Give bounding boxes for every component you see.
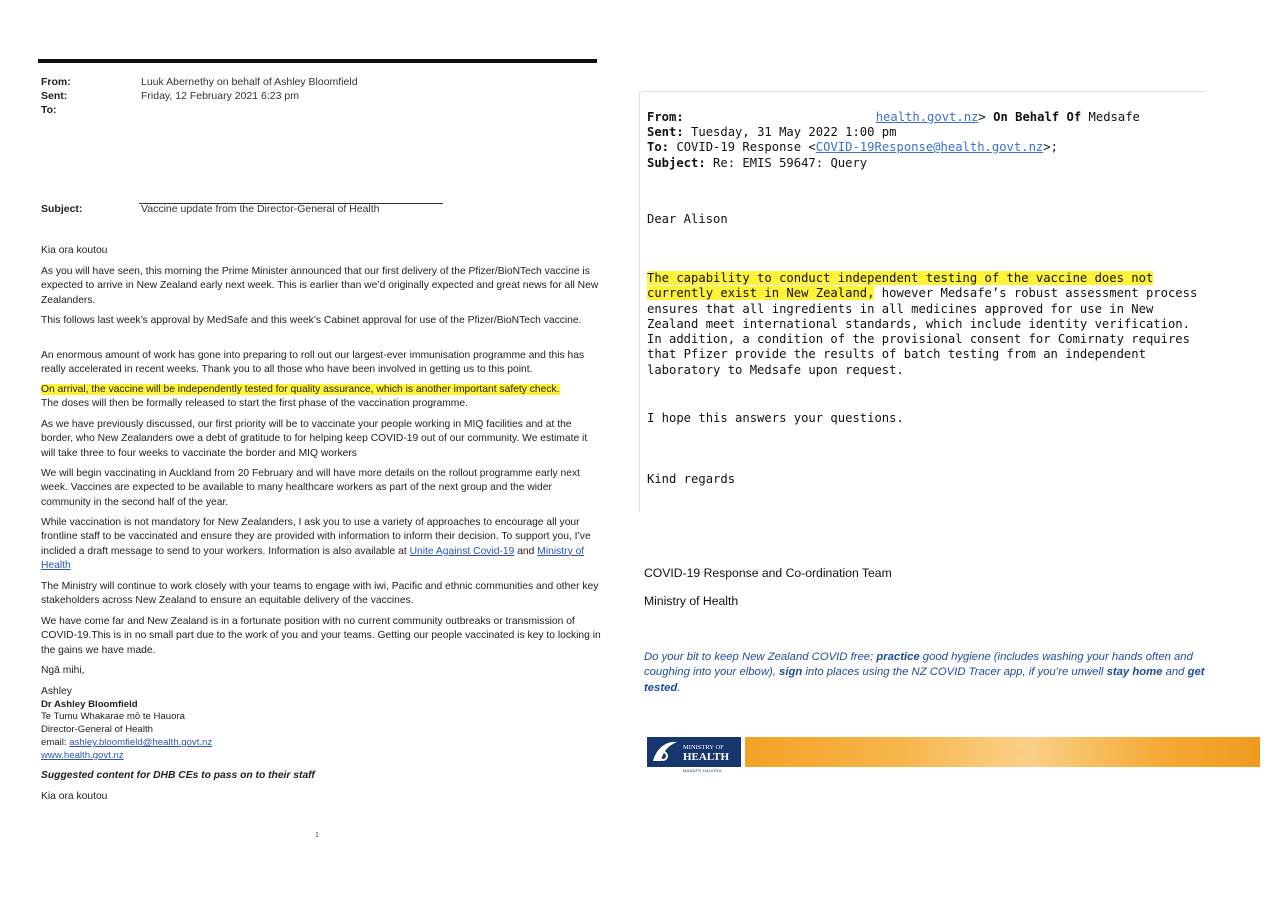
signature-email-line: [41, 737, 601, 750]
right-body-rest: however Medsafe’s robust assessment process ensures that all ingredients in all medicines approved for use in New Zealand meet international standards, which include identity verification. In addition, a condition of the provisional consent for Comirnaty requires that Pfizer provide the results of batch testing from an independent laboratory to Medsafe upon request.: [647, 286, 1198, 377]
paragraph-1: As you will have seen, this morning the Prime Minister announced that our first delivery of the Pfizer/BioNTech vaccine is expected to arrive in New Zealand early next week. This is earlier than we’d originally expected and great news for all New Zealanders.: [41, 266, 599, 306]
right-to-label: To:: [647, 140, 670, 154]
right-top-rule: [642, 91, 1205, 92]
logo-line2: HEALTH: [683, 751, 730, 763]
signature-title: Director-General of Health: [41, 724, 153, 735]
email-label: email:: [41, 737, 70, 748]
top-rule: [38, 59, 597, 63]
on-behalf-label: On Behalf Of: [993, 110, 1082, 124]
from-value: Luuk Abernethy on behalf of Ashley Bloomfield: [141, 76, 358, 88]
paragraph-7-text: While vaccination is not mandatory for New Zealanders, I ask you to use a variety of approaches to encourage all your frontline staff to be vaccinated and ensure they are provided with information to inform their decision. To support you, I’ve inclided a draft message to send to your workers. Information is also available at: [41, 517, 591, 557]
footer-b4: get tested: [644, 666, 1205, 694]
footer-b3: stay home: [1106, 666, 1163, 679]
right-from-line: [647, 110, 1140, 124]
right-sent-value: Tuesday, 31 May 2022 1:00 pm: [691, 125, 897, 139]
covid-footer-message: [644, 650, 1219, 696]
signature-email-link[interactable]: ashley.bloomfield@health.govt.nz: [69, 737, 213, 748]
signature-website-link[interactable]: www.health.govt.nz: [41, 750, 124, 761]
sent-value: Friday, 12 February 2021 6:23 pm: [141, 90, 299, 102]
right-body-paragraph: [647, 271, 1207, 378]
paragraph-4: [41, 383, 601, 412]
footer-b2: sign: [779, 666, 803, 679]
paragraph-7-and: and: [514, 545, 538, 557]
footer-t1: Do your bit to keep New Zealand COVID free;: [644, 651, 877, 663]
logo-line1: MINISTRY OF: [683, 744, 724, 751]
subject-label: Subject:: [41, 203, 83, 215]
footer-t2: good hygiene (includes washing your hands often and coughing into your elbow),: [644, 651, 1193, 679]
signature-web-line: [41, 750, 601, 763]
signature-name: Dr Ashley Bloomfield: [41, 699, 138, 710]
from-domain-link[interactable]: health.govt.nz: [875, 110, 979, 124]
suggested-content-heading: Suggested content for DHB CEs to pass on to their staff: [41, 770, 315, 781]
right-highlighted-sentence: The capability to conduct independent testing of the vaccine does not currently exist in New Zealand,: [647, 271, 1154, 301]
to-email-link[interactable]: COVID-19Response@health.govt.nz: [815, 140, 1044, 154]
right-greeting: Dear Alison: [647, 212, 728, 226]
greeting: Kia ora koutou: [41, 245, 108, 256]
signature-first-name: Ashley: [41, 686, 72, 697]
footer-t5: .: [677, 681, 681, 694]
footer-t3: into places using the NZ COVID Tracer app, if you’re unwell: [802, 666, 1107, 679]
team-name: COVID-19 Response and Co-ordination Team: [644, 566, 892, 580]
paragraph-2: This follows last week’s approval by MedSafe and this week’s Cabinet approval for use of the Pfizer/BioNTech vaccine.: [41, 315, 582, 326]
paragraph-3: An enormous amount of work has gone into preparing to roll out our largest-ever immunisation programme and this has really accelerated in recent weeks. Thank you to all those who have been involved in getting us to this point.: [41, 350, 585, 376]
left-email-document: [0, 0, 620, 906]
subject-value: Vaccine update from the Director-General of Health: [141, 203, 380, 215]
logo-mark-icon: [647, 737, 741, 767]
right-subject-value: Re: EMIS 59647: Query: [713, 156, 868, 170]
page-number: 1: [315, 832, 319, 839]
logo-subtitle: MANATŪ HAUORA: [683, 768, 722, 773]
right-from-label: From:: [647, 110, 684, 124]
sent-label: Sent:: [41, 90, 68, 102]
right-to-line: [647, 140, 1058, 154]
right-hope-line: I hope this answers your questions.: [647, 411, 904, 425]
paragraph-7: [41, 516, 601, 573]
paragraph-9: We have come far and New Zealand is in a fortunate position with no current community outbreaks or transmission of COVID-19.This is in no small part due to the work of you and your teams. Getting our people vaccinated is key to locking in the gains we have made.: [41, 616, 601, 656]
signature-title-maori: Te Tumu Whakarae mō te Hauora: [41, 711, 185, 722]
right-subject-line: [647, 156, 867, 170]
unite-against-covid-link[interactable]: Unite Against Covid-19: [409, 545, 515, 557]
ministry-of-health-logo: [647, 737, 741, 767]
paragraph-6: We will begin vaccinating in Auckland from 20 February and will have more details on the rollout programme early next week. Vaccines are expected to be available to many healthcare workers as part of the next group and the wider community in the second half of the year.: [41, 468, 580, 508]
right-subject-label: Subject:: [647, 156, 706, 170]
paragraph-5: As we have previously discussed, our first priority will be to vaccinate your people working in MIQ facilities and at the border, who New Zealanders owe a debt of gratitude to for helping keep COVID-19 out of our community. We estimate it will take three to four weeks to vaccinate the border and MIQ workers: [41, 419, 588, 459]
highlighted-sentence: On arrival, the vaccine will be independently tested for quality assurance, which is another important safety check.: [41, 384, 560, 395]
right-to-tail: >;: [1043, 140, 1058, 154]
footer-b1: practice: [876, 651, 920, 663]
to-label: To:: [41, 104, 57, 116]
ministry-name: Ministry of Health: [644, 594, 739, 608]
from-gt: >: [978, 110, 986, 124]
sign-off: Ngā mihi,: [41, 665, 85, 676]
orange-banner: [745, 737, 1260, 767]
right-regards: Kind regards: [647, 472, 736, 486]
right-vertical-rule: [639, 92, 640, 512]
right-sent-label: Sent:: [647, 125, 684, 139]
paragraph-4-rest: The doses will then be formally released to start the first phase of the vaccination programme.: [41, 398, 468, 410]
ministry-of-health-link[interactable]: Ministry of Health: [41, 545, 585, 571]
footer-t4: and: [1162, 666, 1188, 679]
paragraph-8: The Ministry will continue to work closely with your teams to engage with iwi, Pacific and ethnic communities and other key stakeholders across New Zealand to ensure an equitable delivery of the vaccines.: [41, 581, 599, 607]
right-to-value: COVID-19 Response <: [676, 140, 816, 154]
right-sent-line: [647, 125, 896, 139]
on-behalf-value: Medsafe: [1088, 110, 1140, 124]
from-label: From:: [41, 76, 71, 88]
closing-greeting: Kia ora koutou: [41, 791, 108, 802]
